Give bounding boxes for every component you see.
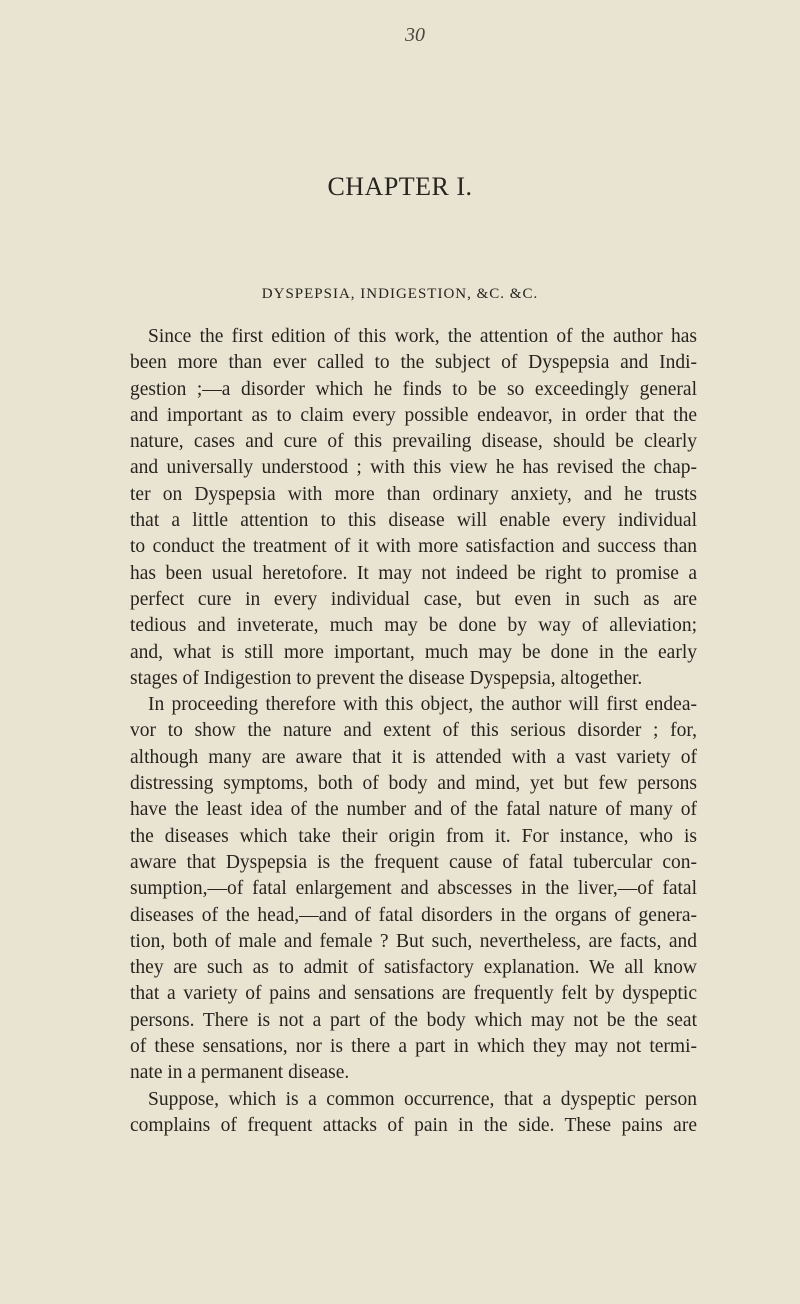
page-number: 30 [405, 24, 425, 46]
text-line: that a variety of pains and sensations are frequently felt by dyspeptic [130, 983, 697, 1005]
text-line: complains of frequent attacks of pain in the side. These pains are [130, 1114, 697, 1136]
text-line: that a little attention to this disease will enable every individual [130, 510, 697, 532]
text-line: although many are aware that it is attended with a vast variety of [130, 746, 697, 768]
text-line: of these sensations, nor is there a part in which they may not termi- [130, 1036, 697, 1058]
text-line: and universally understood ; with this view he has revised the chap- [130, 457, 697, 479]
text-line: diseases of the head,—and of fatal disorders in the organs of genera- [130, 904, 697, 926]
body-text [130, 324, 697, 1139]
text-line: they are such as to admit of satisfactory explanation. We all know [130, 957, 697, 979]
chapter-subtitle: DYSPEPSIA, INDIGESTION, &C. &C. [261, 286, 539, 302]
text-line: and, what is still more important, much may be done in the early [130, 641, 697, 663]
text-line: nate in a permanent disease. [130, 1062, 350, 1084]
text-line: gestion ;—a disorder which he finds to be so exceedingly general [130, 378, 697, 400]
text-line: has been usual heretofore. It may not indeed be right to promise a [130, 562, 697, 584]
text-line: to conduct the treatment of it with more satisfaction and success than [130, 536, 697, 558]
text-line: aware that Dyspepsia is the frequent cause of fatal tubercular con- [130, 851, 697, 873]
text-line: persons. There is not a part of the body which may not be the seat [130, 1009, 697, 1031]
text-line: tedious and inveterate, much may be done by way of alleviation; [130, 615, 697, 637]
text-line: sumption,—of fatal enlargement and abscesses in the liver,—of fatal [130, 878, 697, 900]
chapter-title: CHAPTER I. [327, 172, 473, 201]
text-line: nature, cases and cure of this prevailing disease, should be clearly [130, 431, 697, 453]
text-line: Suppose, which is a common occurrence, that a dyspeptic person [148, 1088, 697, 1110]
text-line: In proceeding therefore with this object, the author will first endea- [148, 694, 697, 716]
text-line: ter on Dyspepsia with more than ordinary anxiety, and he trusts [130, 483, 697, 505]
text-line: Since the first edition of this work, the attention of the author has [148, 326, 697, 347]
text-line: tion, both of male and female ? But such, nevertheless, are facts, and [130, 930, 697, 952]
text-line: and important as to claim every possible endeavor, in order that the [130, 404, 697, 426]
text-line: been more than ever called to the subject of Dyspepsia and Indi- [130, 352, 697, 374]
text-line: stages of Indigestion to prevent the disease Dyspepsia, altogether. [130, 667, 643, 689]
text-line: have the least idea of the number and of the fatal nature of many of [130, 799, 697, 821]
text-line: distressing symptoms, both of body and mind, yet but few persons [130, 773, 697, 795]
text-line: perfect cure in every individual case, but even in such as are [130, 588, 697, 610]
text-line: the diseases which take their origin from it. For instance, who is [130, 825, 697, 847]
text-line: vor to show the nature and extent of this serious disorder ; for, [130, 720, 697, 742]
